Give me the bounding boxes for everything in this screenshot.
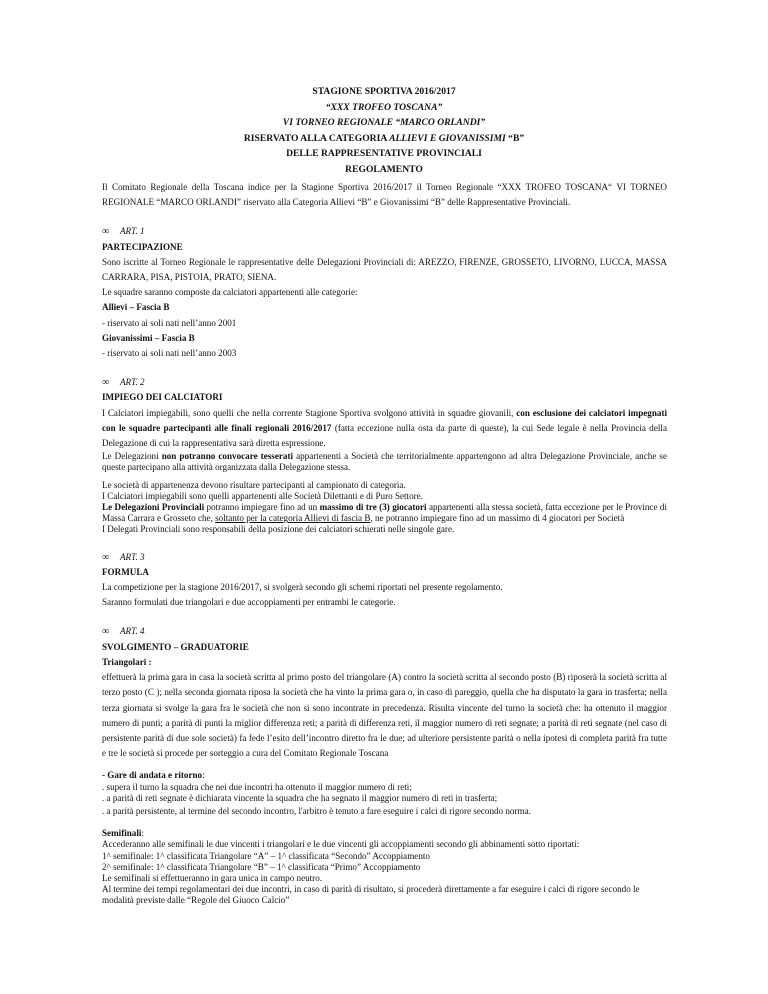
article-3-paragraph: La competizione per la stagione 2016/2017, si svolgerà secondo gli schemi riportati nel presente regolamento. xyxy=(102,582,503,593)
article-2-paragraph: Le Delegazioni non potranno convocare tesserati appartenenti a Società che territorialmente appartengono ad altra Delegazione Provinciale, anche se queste partecipano alla attività organizzata dalla Delegazione stessa. xyxy=(102,451,668,473)
semifinals-line: Accederanno alle semifinali le due vincenti i triangolari e le due vincenti gli accoppiamenti secondo gli abbinamenti sotto riportati: xyxy=(102,839,580,850)
article-3-marker xyxy=(102,550,667,565)
article-1-marker xyxy=(102,224,667,239)
article-2-marker xyxy=(102,375,667,390)
article-2-paragraph: Le società di appartenenza devono risultare partecipanti al campionato di categoria. xyxy=(102,479,406,490)
article-label: ART. 3 xyxy=(120,551,145,562)
semifinals-line: 1^ semifinale: 1^ classificata Triangolare “A” – 1^ classificata “Secondo” Accoppiamento xyxy=(102,850,430,861)
category-description: - riservato ai soli nati nell’anno 2003 xyxy=(102,348,237,359)
category-line: RISERVATO ALLA CATEGORIA ALLIEVI E GIOVANISSIMI “B” xyxy=(243,132,525,144)
season-title: STAGIONE SPORTIVA 2016/2017 xyxy=(312,86,456,97)
article-1-paragraph: Sono iscritte al Torneo Regionale le rappresentative delle Delegazioni Provinciali di: AREZZO, FIRENZE, GROSSETO, LIVORNO, LUCCA, MASSA CARRARA, PISA, PISTOIA, PRATO, SIENA. xyxy=(102,256,667,283)
article-2-paragraph: Le Delegazioni Provinciali potranno impiegare fino ad un massimo di tre (3) giocatori appartenenti alla stessa società, fatta eccezione per le Province di Massa Carrara e Grosseto che, soltanto per la categoria Allievi di fascia B, ne potranno impiegare fino ad un massimo di 4 giocatori per Società xyxy=(102,502,667,524)
document-header xyxy=(0,84,768,177)
article-2-paragraph: I Calciatori impiegabili, sono quelli che nella corrente Stagione Sportiva svolgono attività in squadre giovanili, con esclusione dei calciatori impegnati con le squadre partecipanti alle finali regionali 2016/2017 (fatta eccezione nulla osta da parte di queste), la cui Sede legale è nella Provincia della Delegazione di cui la rappresentativa sarà diretta espressione. xyxy=(102,407,668,449)
article-1-paragraph: Le squadre saranno composte da calciatori appartenenti alle categorie: xyxy=(102,287,358,298)
infinity-bullet-icon: ∞ xyxy=(102,551,110,563)
intro-paragraph: Il Comitato Regionale della Toscana indice per la Stagione Sportiva 2016/2017 il Torneo Regionale “XXX TROFEO TOSCANA“ VI TORNEO REGIONALE “MARCO ORLANDI” riservato alla Categoria Allievi “B” e Giovanissimi “B” delle Rappresentative Provinciali. xyxy=(102,182,667,208)
semifinals-line: Al termine dei tempi regolamentari dei due incontri, in caso di parità di risultato, si procederà direttamente a far eseguire i calci di rigore secondo le modalità previste dalle “Regole del Giuoco Calcio” xyxy=(102,884,640,906)
article-2-paragraph: I Calciatori impiegabili sono quelli appartenenti alle Società Dilettanti e di Puro Settore. xyxy=(102,490,423,501)
article-2-title: IMPIEGO DEI CALCIATORI xyxy=(102,392,223,403)
regulation-title: REGOLAMENTO xyxy=(345,163,423,175)
article-4-marker xyxy=(102,624,667,639)
article-3-paragraph: Saranno formulati due triangolari e due accoppiamenti per entrambi le categorie. xyxy=(102,597,396,608)
article-2-paragraph: I Delegati Provinciali sono responsabili della posizione dei calciatori schierati nelle singole gare. xyxy=(102,524,455,535)
category-description: - riservato ai soli nati nell’anno 2001 xyxy=(102,317,237,328)
return-games-rule: . a parità persistente, al termine del secondo incontro, l'arbitro è tenuto a fare eseguire i calci di rigore secondo norma. xyxy=(102,805,531,816)
article-1-title: PARTECIPAZIONE xyxy=(102,241,183,252)
category-name: Allievi – Fascia B xyxy=(102,302,170,313)
infinity-bullet-icon: ∞ xyxy=(102,377,110,389)
return-games-rule: . supera il turno la squadra che nei due incontri ha ottenuto il maggior numero di reti; xyxy=(102,781,412,792)
article-label: ART. 2 xyxy=(120,377,145,388)
trophy-title: “XXX TROFEO TOSCANA” xyxy=(325,101,443,113)
tournament-title: VI TORNEO REGIONALE “MARCO ORLANDI” xyxy=(282,117,486,128)
article-label: ART. 1 xyxy=(120,226,145,237)
return-games-rule: . a parità di reti segnate è dichiarata vincente la squadra che ha segnato il maggior numero di reti in trasferta; xyxy=(102,792,498,803)
category-name: Giovanissimi – Fascia B xyxy=(102,332,195,343)
triangular-title: Triangolari : xyxy=(102,656,152,667)
article-label: ART. 4 xyxy=(120,626,145,637)
semifinals-title: Semifinali: xyxy=(102,828,144,839)
infinity-bullet-icon: ∞ xyxy=(102,226,110,238)
return-games-title: - Gare di andata e ritorno: xyxy=(102,770,205,781)
infinity-bullet-icon: ∞ xyxy=(102,626,110,638)
triangular-paragraph: effettuerà la prima gara in casa la società scritta al primo posto del triangolare (A) contro la società scritta al secondo posto (B) riposerà la società scritta al terzo posto (C ); nella seconda giornata riposa la società che ha vinto la prima gara o, in caso di pareggio, quella che ha disputato la gara in trasferta; nella terza giornata si svolge la gara fra le società che non si sono incontrate in precedenza. Risulta vincente del turno la società che: ha ottenuto il maggior numero di punti; a parità di punti la miglior differenza reti; a parità di differenza reti, il maggior numero di reti segnate; a parità di reti segnate (nel caso di persistente parità di due sole società) fa fede l’esito dell’incontro diretto fra le due; ad ulteriore persistente parità o nella ipotesi di completa parità fra tutte e tre le società si procede per sorteggio a cura del Comitato Regionale Toscana xyxy=(102,672,667,759)
article-4-title: SVOLGIMENTO – GRADUATORIE xyxy=(102,641,249,652)
document-body xyxy=(102,180,667,907)
representatives-line: DELLE RAPPRESENTATIVE PROVINCIALI xyxy=(286,148,482,159)
semifinals-line: 2^ semifinale: 1^ classificata Triangolare “B” – 1^ classificata “Primo” Accoppiamento xyxy=(102,861,421,872)
semifinals-line: Le semifinali si effettueranno in gara unica in campo neutro. xyxy=(102,872,323,883)
article-3-title: FORMULA xyxy=(102,566,149,577)
